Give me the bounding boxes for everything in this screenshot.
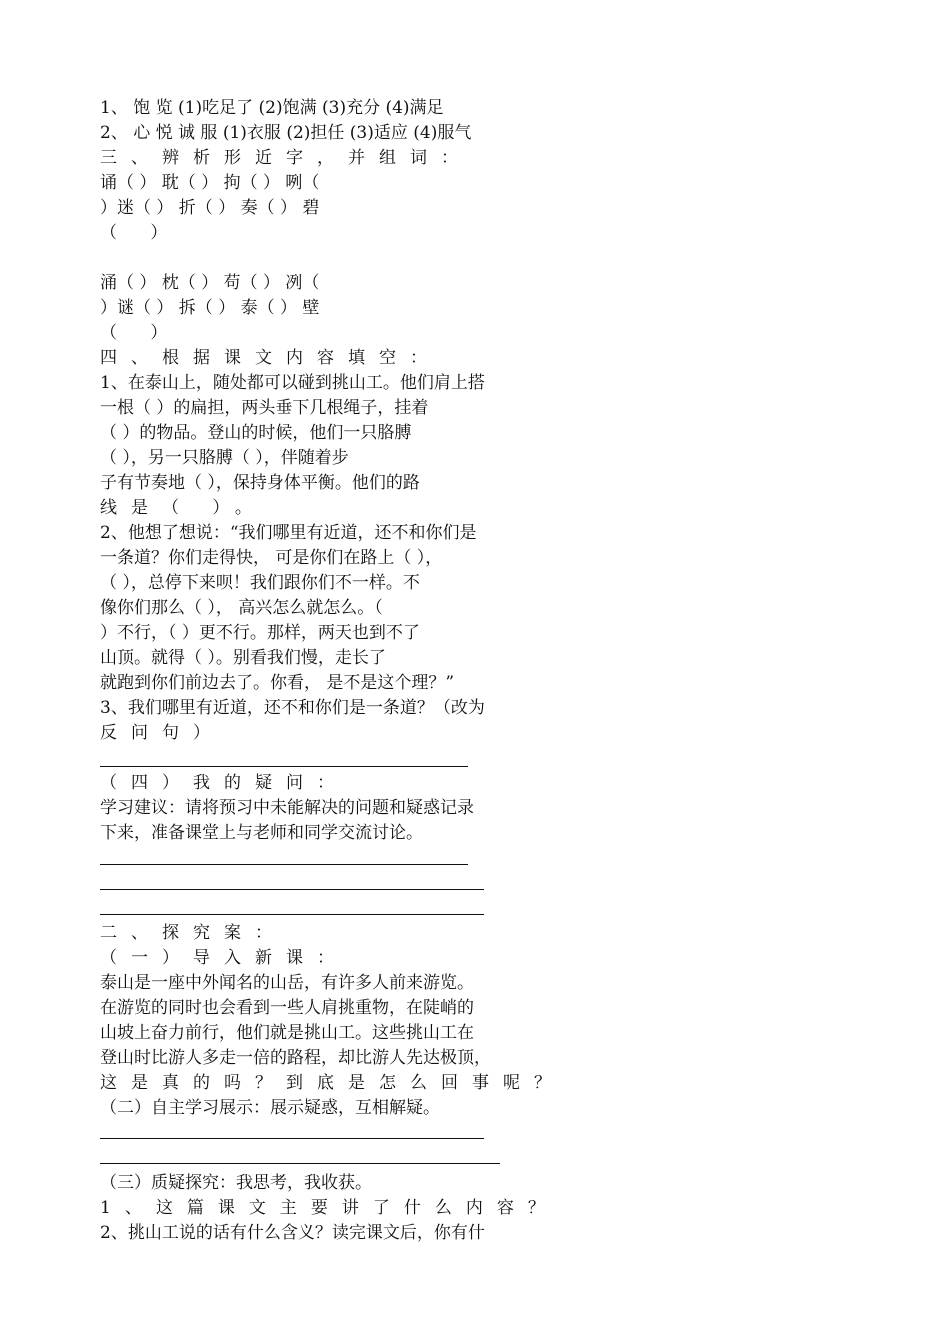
paragraph-line: 登山时比游人多走一倍的路程，却比游人先达极顶， [100, 1048, 491, 1068]
paragraph-line: 2、他想了想说：“我们哪里有近道，还不和你们是 [100, 523, 477, 543]
char-row: 诵（ ） 耽（ ） 拘（ ） 咧（ [100, 173, 320, 193]
section-heading: 二、探究案： [100, 923, 286, 943]
paragraph-line: ）不行，（ ）更不行。那样，两天也到不了 [100, 623, 420, 643]
paragraph-line: 在游览的同时也会看到一些人肩挑重物，在陡峭的 [100, 998, 474, 1018]
section-heading: 四、根据课文内容填空： [100, 348, 441, 368]
answer-line [100, 1163, 500, 1164]
paragraph-line: 一条道？你们走得快， 可是你们在路上（ ）， [100, 548, 443, 568]
paragraph-line: 子有节奏地（ ），保持身体平衡。他们的路 [100, 473, 420, 493]
paragraph-line: 山坡上奋力前行，他们就是挑山工。这些挑山工在 [100, 1023, 474, 1043]
char-row: ）谜（ ） 拆（ ） 泰（ ） 壁 [100, 298, 320, 318]
paragraph-line: （ ），另一只胳膊（ ），伴随着步 [100, 448, 349, 468]
answer-line [100, 1138, 484, 1139]
paragraph-line: （ ）的物品。登山的时候，他们一只胳膊 [100, 423, 412, 443]
answer-line [100, 914, 484, 915]
char-row: ）迷（ ） 折（ ） 奏（ ） 碧 [100, 198, 320, 218]
paragraph-line: 学习建议：请将预习中未能解决的问题和疑惑记录 [100, 798, 474, 818]
paragraph-line: 下来，准备课堂上与老师和同学交流讨论。 [100, 823, 423, 843]
section-heading: （一）导入新课： [100, 948, 348, 968]
paragraph-line: 反问句） [100, 723, 224, 743]
char-row: 涌（ ） 枕（ ） 苟（ ） 冽（ [100, 273, 320, 293]
paragraph-line: 这是真的吗？到底是怎么回事呢？ [100, 1073, 565, 1093]
section-heading: （二）自主学习展示：展示疑惑，互相解疑。 [100, 1098, 440, 1118]
answer-line [100, 889, 484, 890]
paragraph-line: （ ），总停下来呗！我们跟你们不一样。不 [100, 573, 420, 593]
section-heading: （三）质疑探究：我思考，我收获。 [100, 1173, 372, 1193]
question-line: 1、这篇课文主要讲了什么内容？ [100, 1198, 559, 1218]
paragraph-line: 像你们那么（ ）， 高兴怎么就怎么。（ [100, 598, 383, 618]
char-row: （ ） [100, 223, 182, 243]
question-line: 2、挑山工说的话有什么含义？读完课文后，你有什 [100, 1223, 485, 1243]
section-heading: （四）我的疑问： [100, 773, 348, 793]
vocab-item-1: 1、 饱 览 (1)吃足了 (2)饱满 (3)充分 (4)满足 [100, 98, 444, 118]
paragraph-line: 1、在泰山上，随处都可以碰到挑山工。他们肩上搭 [100, 373, 485, 393]
char-row: （ ） [100, 323, 182, 343]
paragraph-line: 就跑到你们前边去了。你看， 是不是这个理？” [100, 673, 455, 693]
paragraph-line: 泰山是一座中外闻名的山岳，有许多人前来游览。 [100, 973, 474, 993]
paragraph-line: 一根（ ）的扁担，两头垂下几根绳子，挂着 [100, 398, 429, 418]
answer-line [100, 864, 468, 865]
paragraph-line: 3、我们哪里有近道，还不和你们是一条道？（改为 [100, 698, 485, 718]
answer-line [100, 766, 468, 767]
vocab-item-2: 2、 心 悦 诚 服 (1)衣服 (2)担任 (3)适应 (4)服气 [100, 123, 472, 143]
paragraph-line: 线是（ ）。 [100, 498, 266, 518]
paragraph-line: 山顶。就得（ ）。别看我们慢，走长了 [100, 648, 386, 668]
section-heading: 三、辨析形近字，并组词： [100, 148, 472, 168]
